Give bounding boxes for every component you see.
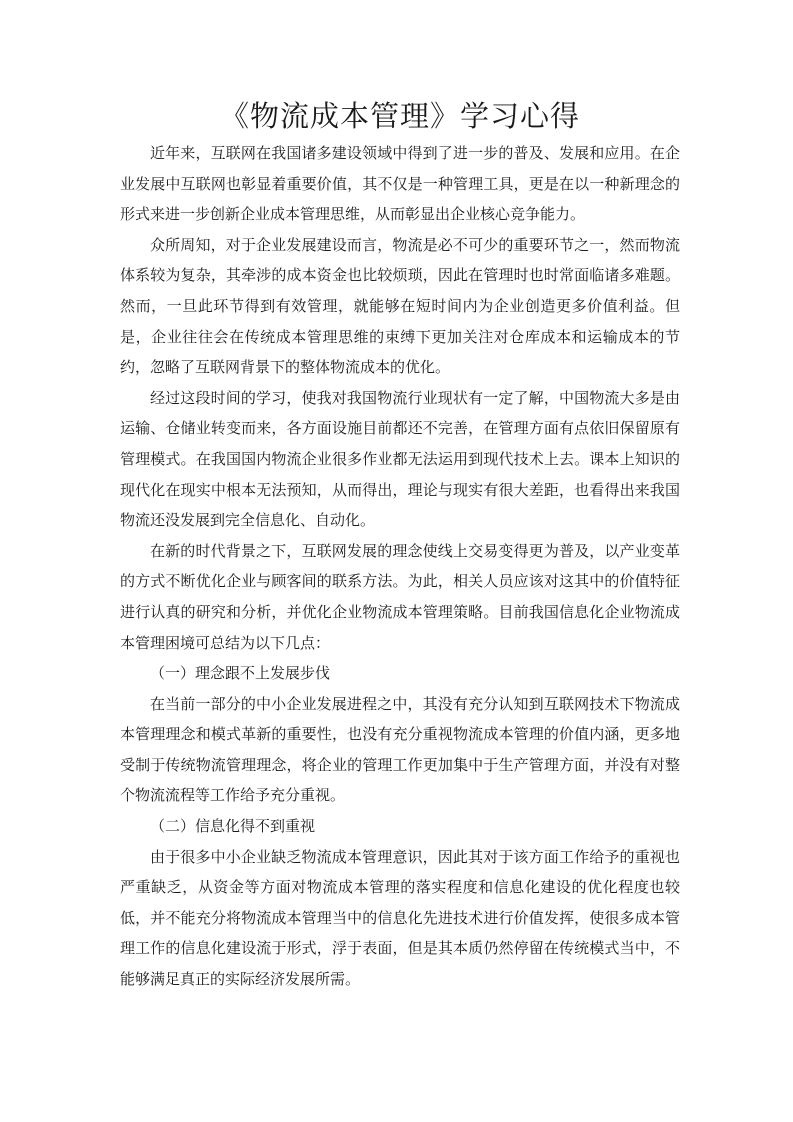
- document-title: 《物流成本管理》学习心得: [219, 99, 580, 133]
- paragraph-informatization: 由于很多中小企业缺乏物流成本管理意识，因此其对于该方面工作给予的重视也严重缺乏，从资金等方面对物流成本管理的落实程度和信息化建设的优化程度也较低，并不能充分将物流成本管理当中的信息化先进技术进行价值发挥，使很多成本管理工作的信息化建设流于形式，浮于表面，但是其本质仍然停留在传统模式当中，不能够满足真正的实际经济发展所需。: [120, 847, 680, 989]
- document-page: [120, 96, 680, 995]
- subheading-concept: （一）理念跟不上发展步伐: [150, 664, 331, 683]
- subheading-informatization: （二）信息化得不到重视: [150, 817, 316, 836]
- paragraph-learning-reflection: 经过这段时间的学习，使我对我国物流行业现状有一定了解，中国物流大多是由运输、仓储业转变而来，各方面设施目前都还不完善，在管理方面有点依旧保留原有管理模式。在我国国内物流企业很多作业都无法运用到现代技术上去。课本上知识的现代化在现实中根本无法预知，从而得出，理论与现实有很大差距，也看得出来我国物流还没发展到完全信息化、自动化。: [120, 388, 680, 530]
- paragraph-concept: 在当前一部分的中小企业发展进程之中，其没有充分认知到互联网技术下物流成本管理理念和模式革新的重要性，也没有充分重视物流成本管理的价值内涵，更多地受制于传统物流管理理念，将企业的管理工作更加集中于生产管理方面，并没有对整个物流流程等工作给予充分重视。: [120, 694, 680, 805]
- paragraph-logistics-complexity: 众所周知，对于企业发展建设而言，物流是必不可少的重要环节之一，然而物流体系较为复杂，其牵涉的成本资金也比较烦琐，因此在管理时也时常面临诸多难题。然而，一旦此环节得到有效管理，就能够在短时间内为企业创造更多价值利益。但是，企业往往会在传统成本管理思维的束缚下更加关注对仓库成本和运输成本的节约，忽略了互联网背景下的整体物流成本的优化。: [120, 235, 680, 377]
- paragraph-new-era: 在新的时代背景之下，互联网发展的理念使线上交易变得更为普及，以产业变革的方式不断优化企业与顾客间的联系方法。为此，相关人员应该对这其中的价值特征进行认真的研究和分析，并优化企业物流成本管理策略。目前我国信息化企业物流成本管理困境可总结为以下几点：: [120, 541, 680, 652]
- paragraph-intro: 近年来，互联网在我国诸多建设领域中得到了进一步的普及、发展和应用。在企业发展中互联网也彰显着重要价值，其不仅是一种管理工具，更是在以一种新理念的形式来进一步创新企业成本管理思维，从而彰显出企业核心竞争能力。: [120, 144, 680, 224]
